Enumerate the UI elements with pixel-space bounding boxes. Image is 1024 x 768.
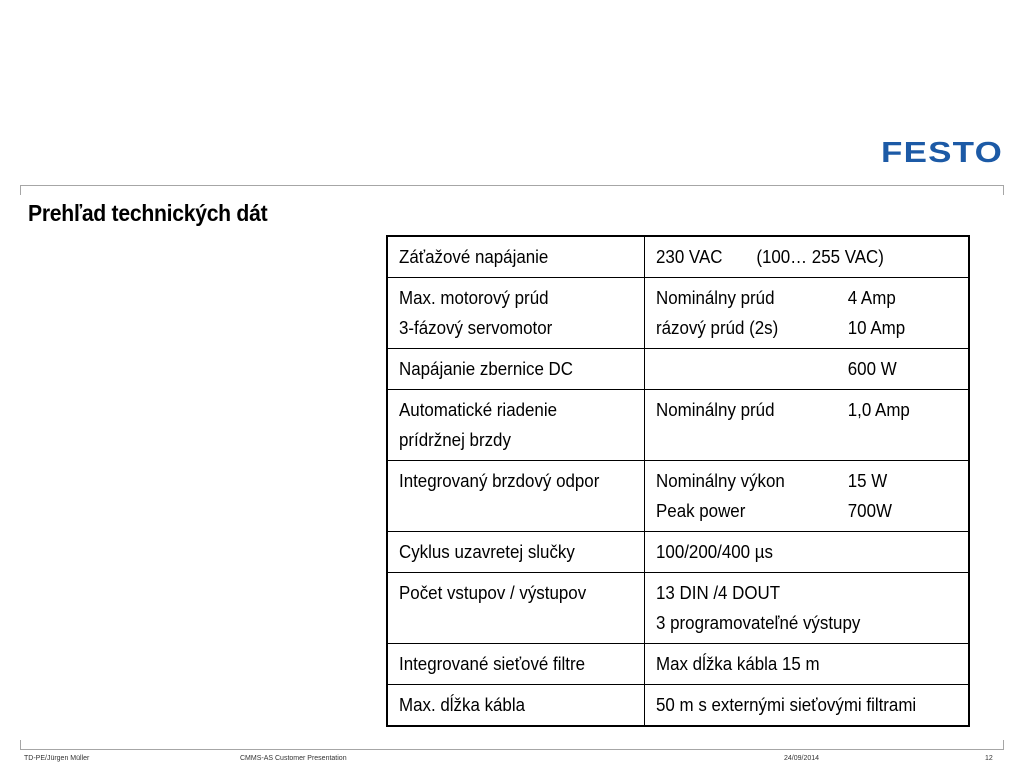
row-label-cell	[387, 236, 644, 278]
row-label: Cyklus uzavretej slučky	[399, 542, 575, 562]
value-line	[656, 690, 950, 720]
table-row	[387, 573, 969, 644]
value-amount: 15 W	[847, 471, 887, 491]
row-label: prídržnej brzdy	[399, 430, 511, 450]
footer-presentation: CMMS-AS Customer Presentation	[240, 755, 347, 762]
table-row	[387, 644, 969, 685]
value-line	[656, 496, 950, 526]
row-label: 3-fázový servomotor	[399, 318, 553, 338]
value-text: Nominálny prúd	[655, 400, 774, 420]
value-text	[656, 354, 848, 384]
row-label: Záťažové napájanie	[399, 247, 549, 267]
row-label: Integrované sieťové filtre	[399, 654, 585, 674]
row-value-cell	[644, 278, 969, 349]
value-text: Max dĺžka kábla 15 m	[655, 654, 820, 674]
table-row	[387, 390, 969, 461]
footer-author: TD-PE/Jürgen Müller	[24, 755, 90, 762]
row-value-cell	[644, 532, 969, 573]
row-label: Automatické riadenie	[399, 400, 558, 420]
value-text: 230 VAC	[655, 247, 722, 267]
value-text: 3 programovateľné výstupy	[655, 613, 860, 633]
value-amount: (100… 255 VAC)	[755, 247, 884, 267]
festo-logo-mark	[880, 137, 1004, 167]
row-label-cell	[387, 278, 644, 349]
value-line	[656, 283, 950, 313]
footer-divider	[20, 740, 1004, 750]
row-label: Počet vstupov / výstupov	[399, 583, 587, 603]
value-amount: 600 W	[847, 359, 897, 379]
value-line	[656, 608, 950, 638]
table-row	[387, 278, 969, 349]
value-amount: 4 Amp	[847, 288, 896, 308]
header-divider	[20, 185, 1004, 195]
value-line	[656, 578, 950, 608]
row-label-cell	[387, 461, 644, 532]
value-text: Nominálny prúd	[655, 288, 774, 308]
value-text: Nominálny výkon	[655, 471, 785, 491]
value-amount: 1,0 Amp	[847, 400, 910, 420]
footer-page-number: 12	[985, 755, 993, 762]
row-value-cell	[644, 461, 969, 532]
value-text: rázový prúd (2s)	[655, 318, 778, 338]
table-row	[387, 532, 969, 573]
row-value-cell	[644, 236, 969, 278]
festo-logo	[880, 137, 1004, 167]
value-line	[656, 242, 950, 272]
svg-text:FESTO: FESTO	[881, 137, 1003, 167]
row-label-cell	[387, 532, 644, 573]
value-line	[656, 649, 950, 679]
value-amount: 700W	[847, 501, 892, 521]
row-label: Max. motorový prúd	[399, 288, 549, 308]
value-text: 50 m s externými sieťovými filtrami	[655, 695, 916, 715]
row-value-cell	[644, 349, 969, 390]
value-text: Peak power	[655, 501, 745, 521]
row-label-cell	[387, 349, 644, 390]
row-value-cell	[644, 390, 969, 461]
row-value-cell	[644, 685, 969, 727]
row-label-cell	[387, 644, 644, 685]
footer-date: 24/09/2014	[784, 755, 820, 762]
row-label: Integrovaný brzdový odpor	[399, 471, 600, 491]
row-label-cell	[387, 685, 644, 727]
row-value-cell	[644, 644, 969, 685]
table-row	[387, 236, 969, 278]
table-row	[387, 461, 969, 532]
value-line	[656, 466, 950, 496]
value-line	[656, 395, 950, 425]
value-line	[656, 354, 950, 384]
value-line	[656, 537, 950, 567]
slide-title: Prehľad technických dát	[28, 200, 268, 226]
row-label-cell	[387, 390, 644, 461]
row-label: Max. dĺžka kábla	[399, 695, 526, 715]
table-row	[387, 685, 969, 727]
value-amount: 10 Amp	[847, 318, 905, 338]
technical-data-table	[386, 235, 970, 727]
table-row	[387, 349, 969, 390]
row-value-cell	[644, 573, 969, 644]
value-line	[656, 313, 950, 343]
row-label-cell	[387, 573, 644, 644]
value-text: 13 DIN /4 DOUT	[655, 583, 780, 603]
row-label: Napájanie zbernice DC	[399, 359, 574, 379]
value-text: 100/200/400 µs	[655, 542, 773, 562]
